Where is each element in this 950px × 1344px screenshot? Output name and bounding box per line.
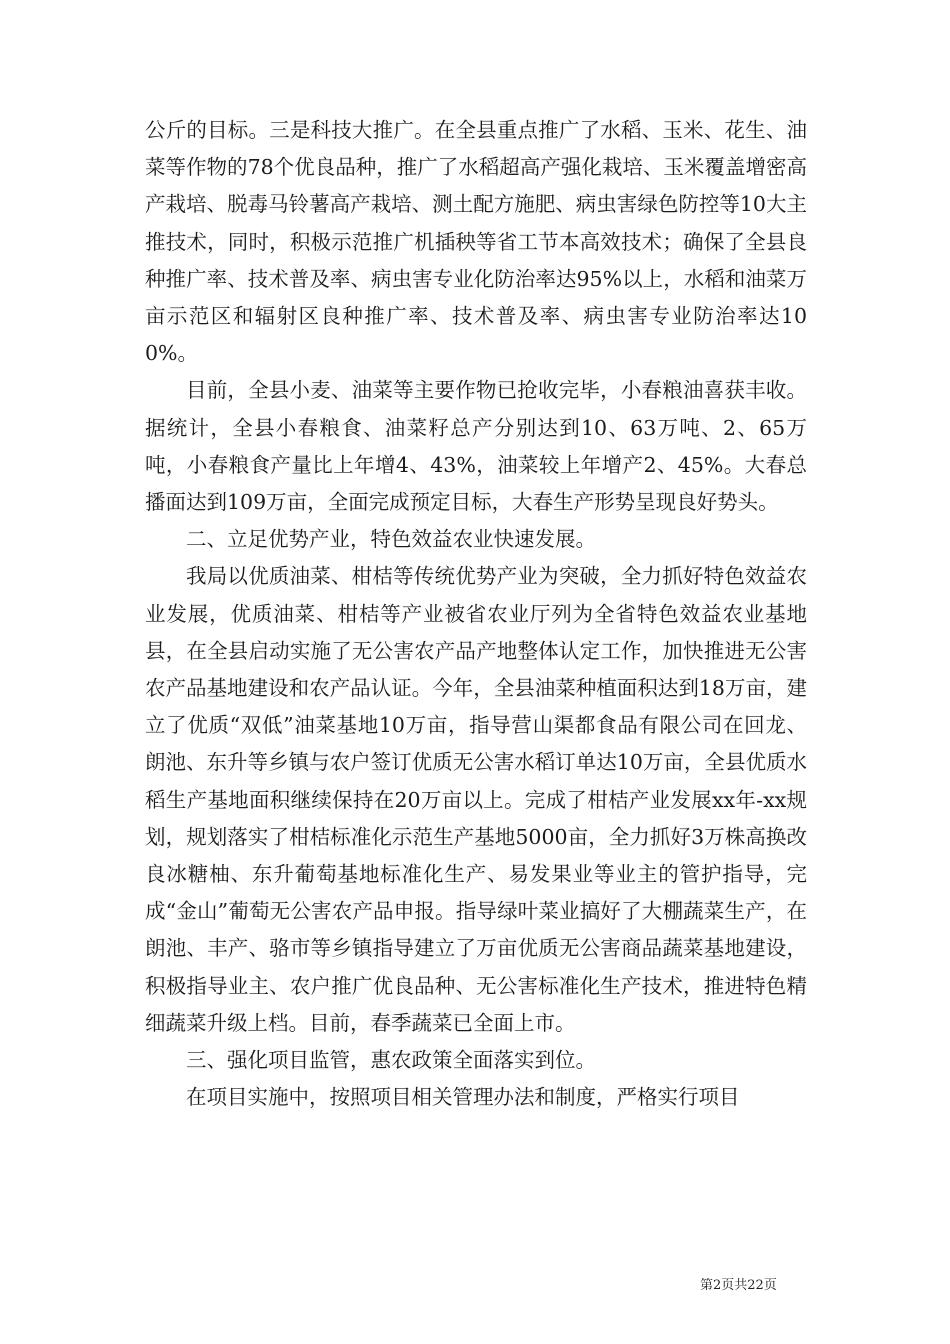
paragraph-1: 公斤的目标。三是科技大推广。在全县重点推广了水稻、玉米、花生、油菜等作物的78个优良品种，推广了水稻超高产强化栽培、玉米覆盖增密高产栽培、脱毒马铃薯高产栽培、测土配方施肥、病虫害绿色防控等10大主推技术，同时，积极示范推广机插秧等省工节本高效技术；确保了全县良种推广率、技术普及率、病虫害专业化防治率达95%以上，水稻和油菜万亩示范区和辐射区良种推广率、技术普及率、病虫害专业防治率达100%。 xyxy=(145,118,807,366)
paragraph-4: 在项目实施中，按照项目相关管理办法和制度，严格实行项目 xyxy=(186,1085,740,1110)
section-heading-3: 三、强化项目监管，惠农政策全面落实到位。 xyxy=(186,1048,596,1073)
page-footer xyxy=(700,1274,777,1293)
paragraph-2: 目前，全县小麦、油菜等主要作物已抢收完毕，小春粮油喜获丰收。据统计，全县小春粮食、油菜籽总产分别达到10、63万吨、2、65万吨，小春粮食产量比上年增4、43%，油菜较上年增产2、45%。大春总播面达到109万亩，全面完成预定目标，大春生产形势呈现良好势头。 xyxy=(145,378,807,515)
page-number: 第2页共22页 xyxy=(700,1278,777,1293)
document-body xyxy=(145,112,807,1116)
section-heading-2: 二、立足优势产业，特色效益农业快速发展。 xyxy=(186,527,596,552)
paragraph-3: 我局以优质油菜、柑桔等传统优势产业为突破，全力抓好特色效益农业发展，优质油菜、柑桔等产业被省农业厅列为全省特色效益农业基地县，在全县启动实施了无公害农产品产地整体认定工作，加快推进无公害农产品基地建设和农产品认证。今年，全县油菜种植面积达到18万亩，建立了优质“双低”油菜基地10万亩，指导营山渠都食品有限公司在回龙、朗池、东升等乡镇与农户签订优质无公害水稻订单达10万亩，全县优质水稻生产基地面积继续保持在20万亩以上。完成了柑桔产业发展xx年-xx规划，规划落实了柑桔标准化示范生产基地5000亩，全力抓好3万株高换改良冰糖柚、东升葡萄基地标准化生产、易发果业等业主的管护指导，完成“金山”葡萄无公害农产品申报。指导绿叶菜业搞好了大棚蔬菜生产，在朗池、丰产、骆市等乡镇指导建立了万亩优质无公害商品蔬菜基地建设，积极指导业主、农户推广优良品种、无公害标准化生产技术，推进特色精细蔬菜升级上档。目前，春季蔬菜已全面上市。 xyxy=(145,564,807,1035)
